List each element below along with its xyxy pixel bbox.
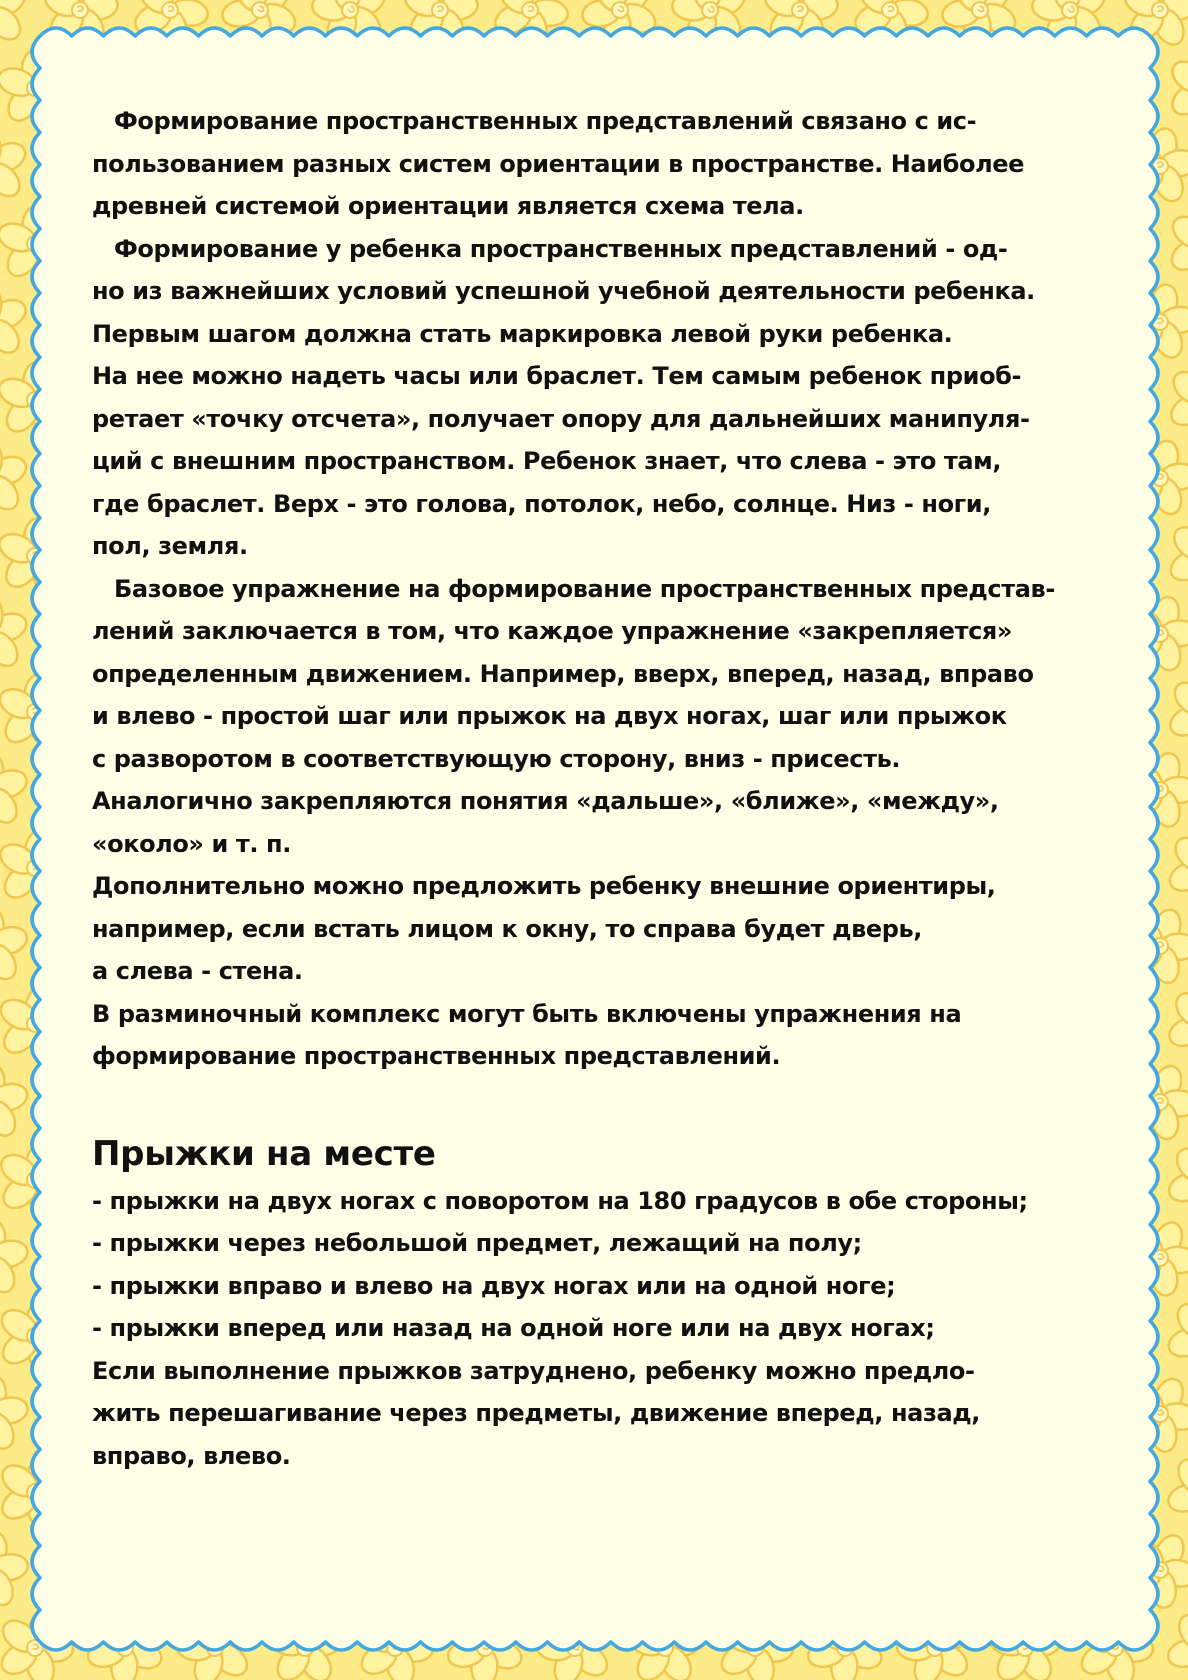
text-line: вправо, влево. — [92, 1441, 291, 1470]
list-item: - прыжки через небольшой предмет, лежащий на полу; — [92, 1229, 862, 1257]
text-line: древней системой ориентации является схема тела. — [92, 192, 804, 220]
text-line: но из важнейших условий успешной учебной деятельности ребенка. — [92, 277, 1035, 305]
text-line: лений заключается в том, что каждое упражнение «закрепляется» — [92, 617, 1013, 645]
document-text — [92, 100, 1142, 1477]
paragraph — [92, 100, 1142, 228]
text-line: жить перешагивание через предметы, движение вперед, назад, — [92, 1399, 980, 1427]
list-item: - прыжки вперед или назад на одной ноге или на двух ногах; — [92, 1314, 935, 1342]
section-spacer — [92, 1078, 1142, 1128]
paragraph — [92, 568, 1142, 1078]
text-line: На нее можно надеть часы или браслет. Тем самым ребенок приоб- — [92, 362, 1022, 390]
text-line: «около» и т. п. — [92, 829, 291, 858]
text-line: например, если встать лицом к окну, то справа будет дверь, — [92, 914, 923, 943]
text-line: Первым шагом должна стать маркировка левой руки ребенка. — [92, 319, 953, 348]
list-item: - прыжки вправо и влево на двух ногах или на одной ноге; — [92, 1271, 896, 1300]
paragraph — [92, 228, 1142, 568]
text-line: а слева - стена. — [92, 957, 303, 985]
text-line: Аналогично закрепляются понятия «дальше», «ближе», «между», — [92, 787, 999, 815]
text-line: Если выполнение прыжков затруднено, ребенку можно предло- — [92, 1356, 975, 1385]
text-line: пользованием разных систем ориентации в пространстве. Наиболее — [92, 149, 1025, 178]
list-item: - прыжки на двух ногах с поворотом на 180 градусов в обе стороны; — [92, 1186, 1028, 1215]
text-line: ций с внешним пространством. Ребенок знает, что слева - это там, — [92, 447, 1002, 475]
text-line: ретает «точку отсчета», получает опору для дальнейших манипуля- — [92, 404, 1030, 433]
text-line: формирование пространственных представлений. — [92, 1042, 781, 1070]
section-heading: Прыжки на месте — [92, 1133, 436, 1174]
text-line: Базовое упражнение на формирование пространственных представ- — [114, 574, 1055, 603]
text-line: определенным движением. Например, вверх, вперед, назад, вправо — [92, 659, 1034, 688]
text-line: В разминочный комплекс могут быть включены упражнения на — [92, 999, 962, 1028]
text-line: Дополнительно можно предложить ребенку внешние ориентиры, — [92, 872, 996, 900]
text-line: Формирование пространственных представлений связано с ис- — [114, 107, 977, 135]
body-paragraphs — [92, 100, 1142, 1078]
section-list — [92, 1180, 1142, 1478]
text-line: пол, земля. — [92, 532, 248, 560]
text-line: и влево - простой шаг или прыжок на двух ногах, шаг или прыжок — [92, 702, 1007, 730]
text-line: с разворотом в соответствующую сторону, вниз - присесть. — [92, 744, 901, 773]
text-line: где браслет. Верх - это голова, потолок, небо, солнце. Низ - ноги, — [92, 489, 991, 518]
text-line: Формирование у ребенка пространственных представлений - од- — [114, 234, 1008, 263]
jumping-section — [92, 1128, 1142, 1478]
